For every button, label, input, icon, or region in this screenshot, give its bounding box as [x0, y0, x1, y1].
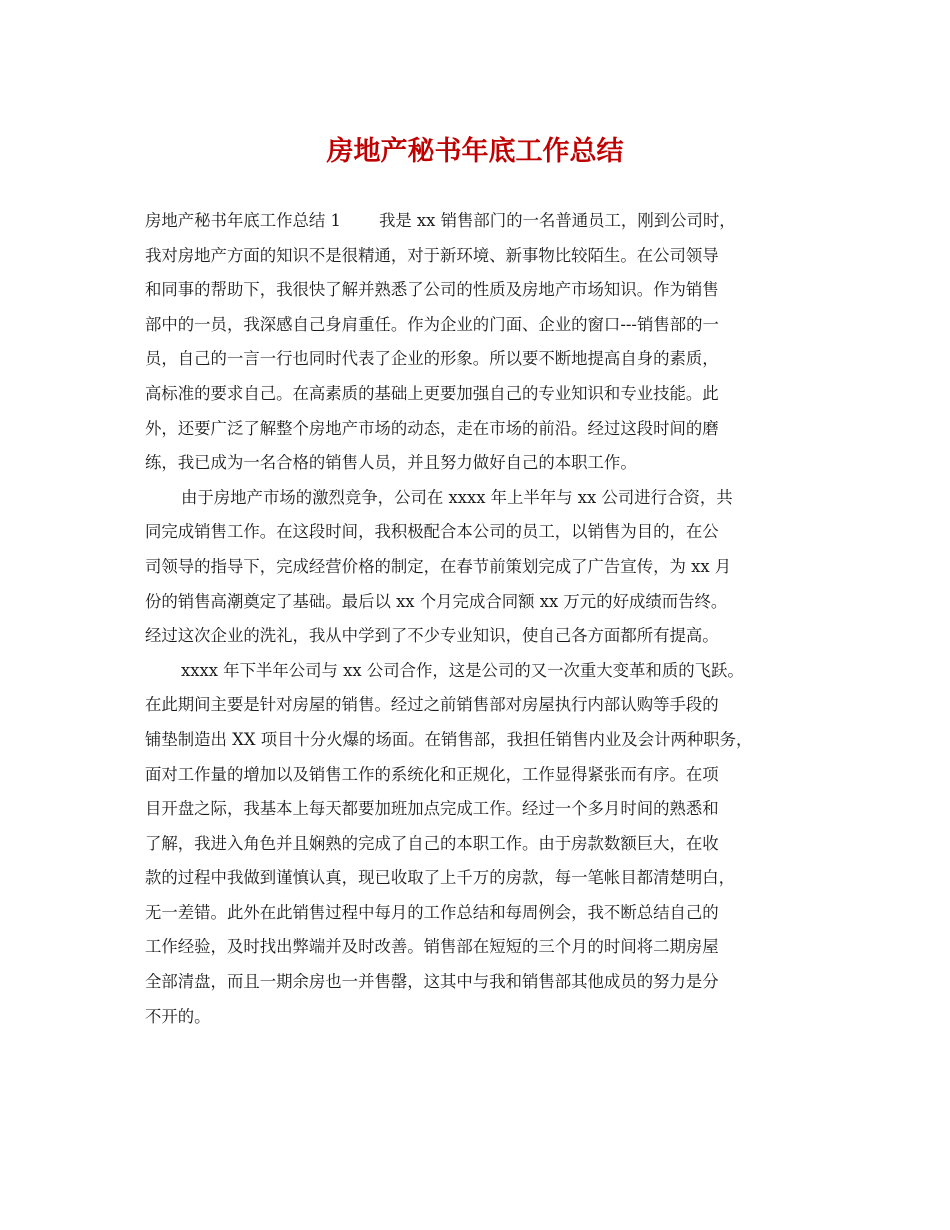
text-line: 了解，我进入角色并且娴熟的完成了自己的本职工作。由于房款数额巨大，在收	[145, 833, 719, 853]
text-line: 我对房地产方面的知识不是很精通，对于新环境、新事物比较陌生。在公司领导	[145, 245, 719, 265]
text-line: 面对工作量的增加以及销售工作的系统化和正规化，工作显得紧张而有序。在项	[145, 764, 719, 784]
paragraph-2	[145, 481, 817, 654]
text-line: 目开盘之际，我基本上每天都要加班加点完成工作。经过一个多月时间的熟悉和	[145, 799, 719, 819]
document-body	[145, 204, 817, 1034]
text-line: 经过这次企业的洗礼，我从中学到了不少专业知识，使自己各方面都所有提高。	[145, 626, 719, 646]
text-line: 工作经验，及时找出弊端并及时改善。销售部在短短的三个月的时间将二期房屋	[145, 937, 719, 957]
text-line: 练，我已成为一名合格的销售人员，并且努力做好自己的本职工作。	[145, 453, 637, 473]
text-line: 员，自己的一言一行也同时代表了企业的形象。所以要不断地提高自身的素质，	[145, 349, 719, 369]
text-line	[145, 204, 817, 239]
text-line: 和同事的帮助下，我很快了解并熟悉了公司的性质及房地产市场知识。作为销售	[145, 280, 719, 300]
text-line: 款的过程中我做到谨慎认真，现已收取了上千万的房款，每一笔帐目都清楚明白，	[145, 868, 736, 888]
text-line: 由于房地产市场的激烈竞争，公司在 xxxx 年上半年与 xx 公司进行合资，共	[181, 487, 733, 507]
text-line: 部中的一员，我深感自己身肩重任。作为企业的门面、企业的窗口---销售部的一	[145, 314, 719, 334]
document-title: 房地产秘书年底工作总结	[326, 136, 624, 167]
text-line: 全部清盘，而且一期余房也一并售罄，这其中与我和销售部其他成员的努力是分	[145, 972, 719, 992]
text-line: 不开的。	[145, 1006, 211, 1026]
paragraph-1	[145, 204, 817, 481]
line-text: 我是 xx 销售部门的一名普通员工，刚到公司时，	[378, 211, 736, 230]
text-line: 份的销售高潮奠定了基础。最后以 xx 个月完成合同额 xx 万元的好成绩而告终。	[145, 591, 728, 611]
text-line: 司领导的指导下，完成经营价格的制定，在春节前策划完成了广告宣传，为 xx 月	[145, 556, 732, 576]
text-line: 外，还要广泛了解整个房地产市场的动态，走在市场的前沿。经过这段时间的磨	[145, 418, 719, 438]
paragraph-3	[145, 654, 817, 1035]
text-line: 在此期间主要是针对房屋的销售。经过之前销售部对房屋执行内部认购等手段的	[145, 695, 719, 715]
text-line: 铺垫制造出 XX 项目十分火爆的场面。在销售部，我担任销售内业及会计两种职务，	[145, 729, 753, 749]
text-line: 无一差错。此外在此销售过程中每月的工作总结和每周例会，我不断总结自己的	[145, 902, 719, 922]
text-line: 同完成销售工作。在这段时间，我积极配合本公司的员工，以销售为目的，在公	[145, 522, 719, 542]
text-line: 高标准的要求自己。在高素质的基础上更要加强自己的专业知识和专业技能。此	[145, 383, 719, 403]
section-heading: 房地产秘书年底工作总结 1	[145, 211, 341, 230]
text-line: xxxx 年下半年公司与 xx 公司合作，这是公司的又一次重大变革和质的飞跃。	[181, 660, 744, 680]
